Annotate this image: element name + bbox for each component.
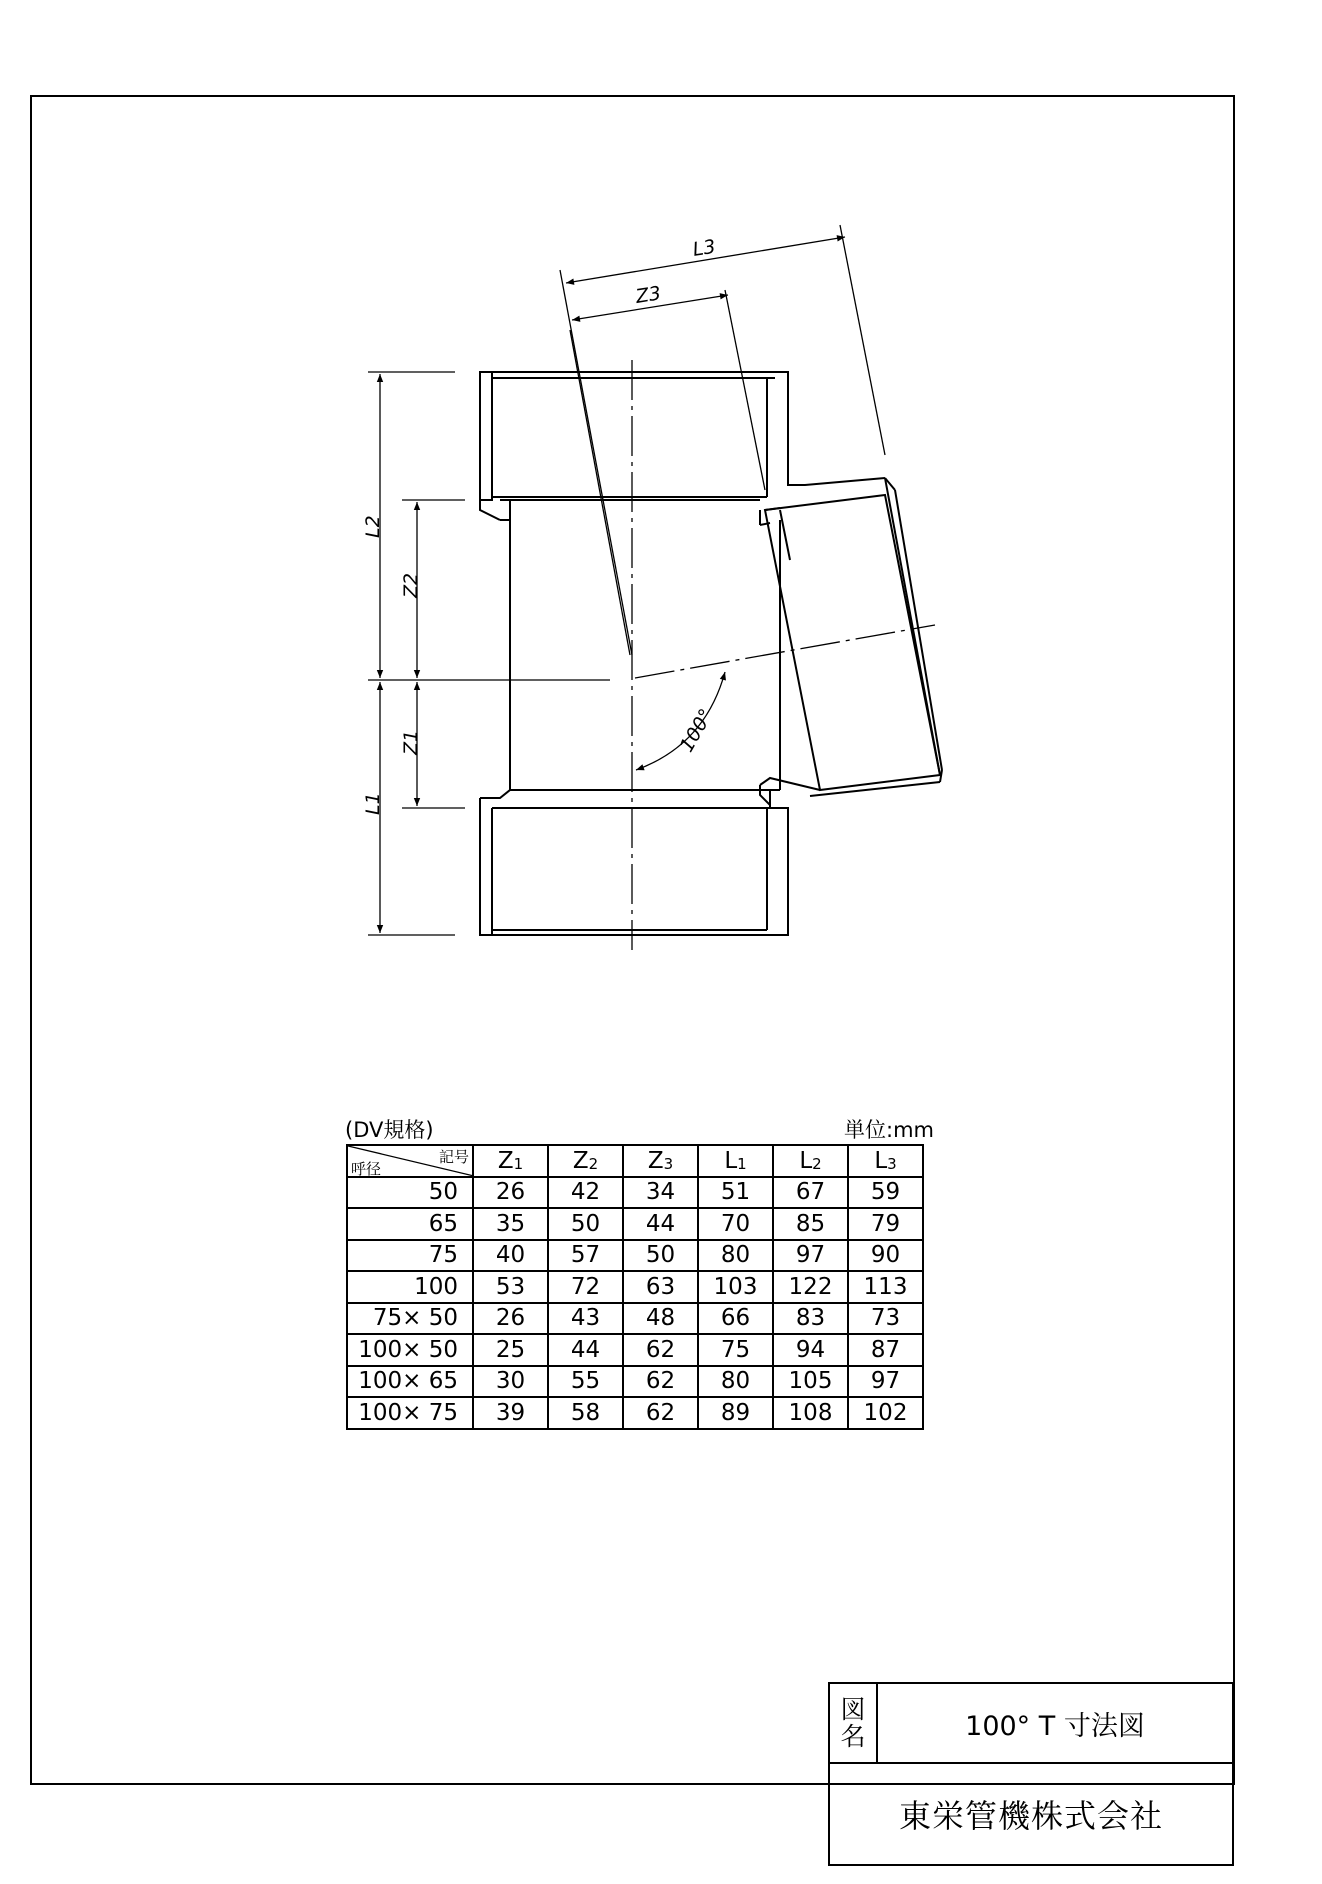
value-cell: 83 — [773, 1303, 848, 1335]
size-cell: 50 — [347, 1177, 473, 1209]
value-cell: 97 — [773, 1240, 848, 1272]
spec-table-title: (DV規格) — [345, 1118, 434, 1142]
value-cell: 40 — [473, 1240, 548, 1272]
value-cell: 94 — [773, 1334, 848, 1366]
value-cell: 97 — [848, 1366, 923, 1398]
size-cell: 100× 65 — [347, 1366, 473, 1398]
header-size-label: 呼径 — [351, 1160, 382, 1178]
value-cell: 42 — [548, 1177, 623, 1209]
label-L3: L3 — [691, 235, 718, 261]
value-cell: 90 — [848, 1240, 923, 1272]
label-Z2: Z2 — [400, 572, 422, 598]
value-cell: 59 — [848, 1177, 923, 1209]
header-corner — [347, 1145, 473, 1177]
spec-table — [346, 1144, 924, 1430]
table-row — [347, 1177, 923, 1209]
col-header-z2: $Z_2$ — [548, 1145, 623, 1177]
size-cell: 75 — [347, 1240, 473, 1272]
value-cell: 26 — [473, 1177, 548, 1209]
value-cell: 66 — [698, 1303, 773, 1335]
value-cell: 72 — [548, 1271, 623, 1303]
value-cell: 102 — [848, 1397, 923, 1429]
centerlines — [570, 330, 935, 950]
value-cell: 44 — [623, 1208, 698, 1240]
table-header-row — [347, 1145, 923, 1177]
value-cell: 67 — [773, 1177, 848, 1209]
value-cell: 70 — [698, 1208, 773, 1240]
title-block — [828, 1682, 1234, 1884]
table-row — [347, 1271, 923, 1303]
size-cell: 100 — [347, 1271, 473, 1303]
value-cell: 73 — [848, 1303, 923, 1335]
col-header-z1: $Z_1$ — [473, 1145, 548, 1177]
value-cell: 85 — [773, 1208, 848, 1240]
col-header-z3: $Z_3$ — [623, 1145, 698, 1177]
header-symbol-label: 記号 — [438, 1148, 469, 1166]
value-cell: 25 — [473, 1334, 548, 1366]
fitting-outline — [480, 372, 942, 935]
label-Z1: Z1 — [400, 729, 422, 755]
value-cell: 34 — [623, 1177, 698, 1209]
value-cell: 62 — [623, 1366, 698, 1398]
value-cell: 53 — [473, 1271, 548, 1303]
drawing-name: 100° T 寸法図 — [876, 1682, 1234, 1764]
value-cell: 62 — [623, 1334, 698, 1366]
value-cell: 122 — [773, 1271, 848, 1303]
table-row — [347, 1366, 923, 1398]
value-cell: 105 — [773, 1366, 848, 1398]
label-Z3: Z3 — [634, 282, 663, 308]
table-row — [347, 1240, 923, 1272]
unit-label: 単位:mm — [844, 1118, 934, 1142]
value-cell: 79 — [848, 1208, 923, 1240]
value-cell: 113 — [848, 1271, 923, 1303]
dimension-lines — [380, 237, 845, 933]
dimension-labels — [362, 236, 718, 815]
col-header-l2: $L_2$ — [773, 1145, 848, 1177]
value-cell: 103 — [698, 1271, 773, 1303]
table-row — [347, 1334, 923, 1366]
value-cell: 75 — [698, 1334, 773, 1366]
value-cell: 80 — [698, 1240, 773, 1272]
value-cell: 44 — [548, 1334, 623, 1366]
value-cell: 89 — [698, 1397, 773, 1429]
size-cell: 65 — [347, 1208, 473, 1240]
table-row — [347, 1208, 923, 1240]
value-cell: 62 — [623, 1397, 698, 1429]
drawing-name-label: 図 名 — [828, 1682, 878, 1764]
value-cell: 87 — [848, 1334, 923, 1366]
col-header-l3: $L_3$ — [848, 1145, 923, 1177]
size-cell: 75× 50 — [347, 1303, 473, 1335]
value-cell: 35 — [473, 1208, 548, 1240]
value-cell: 26 — [473, 1303, 548, 1335]
table-row — [347, 1303, 923, 1335]
table-row — [347, 1397, 923, 1429]
value-cell: 58 — [548, 1397, 623, 1429]
value-cell: 39 — [473, 1397, 548, 1429]
value-cell: 80 — [698, 1366, 773, 1398]
company-name: 東栄管機株式会社 — [828, 1762, 1234, 1866]
value-cell: 51 — [698, 1177, 773, 1209]
value-cell: 48 — [623, 1303, 698, 1335]
col-header-l1: $L_1$ — [698, 1145, 773, 1177]
value-cell: 50 — [623, 1240, 698, 1272]
value-cell: 55 — [548, 1366, 623, 1398]
extension-lines — [368, 225, 885, 935]
value-cell: 63 — [623, 1271, 698, 1303]
value-cell: 30 — [473, 1366, 548, 1398]
value-cell: 43 — [548, 1303, 623, 1335]
value-cell: 57 — [548, 1240, 623, 1272]
value-cell: 108 — [773, 1397, 848, 1429]
label-L2: L2 — [362, 515, 384, 538]
label-L1: L1 — [362, 792, 384, 815]
size-cell: 100× 75 — [347, 1397, 473, 1429]
label-angle: 100° — [675, 705, 718, 756]
value-cell: 50 — [548, 1208, 623, 1240]
size-cell: 100× 50 — [347, 1334, 473, 1366]
